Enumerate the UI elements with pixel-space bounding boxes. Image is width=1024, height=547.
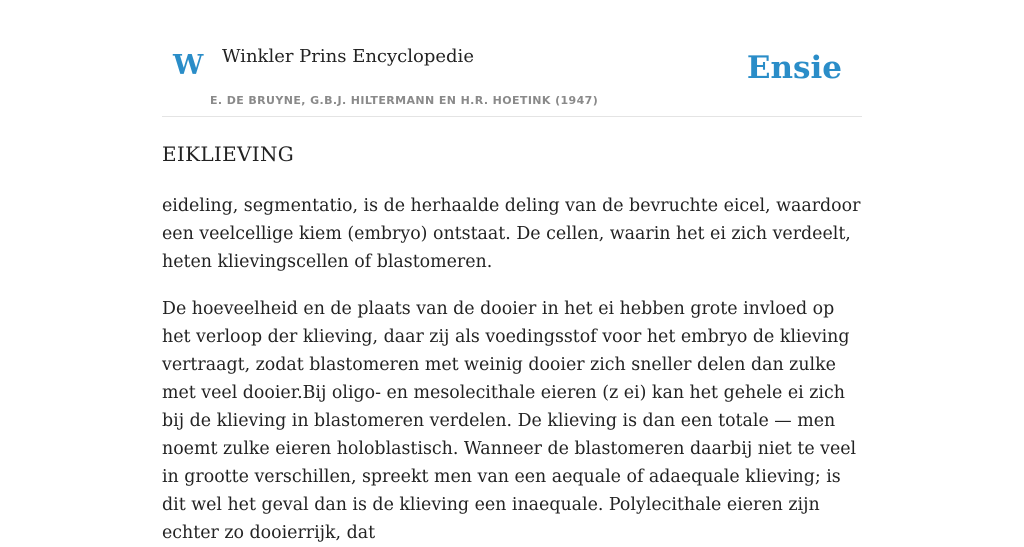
- site-header: [162, 0, 862, 117]
- article-paragraph: De hoeveelheid en de plaats van de dooier in het ei hebben grote invloed op het verloop der klieving, daar zij als voedingsstof voor het embryo de klieving vertraagt, zodat blastomeren met weinig dooier zich sneller delen dan zulke met veel dooier.Bij oligo- en mesolecithale eieren (z ei) kan het gehele ei zich bij de klieving in blastomeren verdelen. De klieving is dan een totale — men noemt zulke eieren holoblastisch. Wanneer de blastomeren daarbij niet te veel in grootte verschillen, spreekt men van een aequale of adaequale klieving; is dit wel het geval dan is de klieving een inaequale. Polylecithale eieren zijn echter zo dooierrijk, dat: [162, 299, 857, 543]
- ensie-brand-link[interactable]: Ensie: [746, 50, 842, 86]
- article: [162, 140, 868, 547]
- publication-logo[interactable]: W: [173, 50, 204, 81]
- publication-title: Winkler Prins Encyclopedie: [222, 46, 474, 67]
- entry-title: EIKLIEVING: [162, 142, 295, 166]
- article-paragraph: eideling, segmentatio, is de herhaalde deling van de bevruchte eicel, waardoor een veelcellige kiem (embryo) ontstaat. De cellen, waarin het ei zich verdeelt, heten klievingscellen of blastomeren.: [162, 196, 861, 272]
- publication-authors: E. DE BRUYNE, G.B.J. HILTERMANN EN H.R. HOETINK (1947): [210, 94, 599, 107]
